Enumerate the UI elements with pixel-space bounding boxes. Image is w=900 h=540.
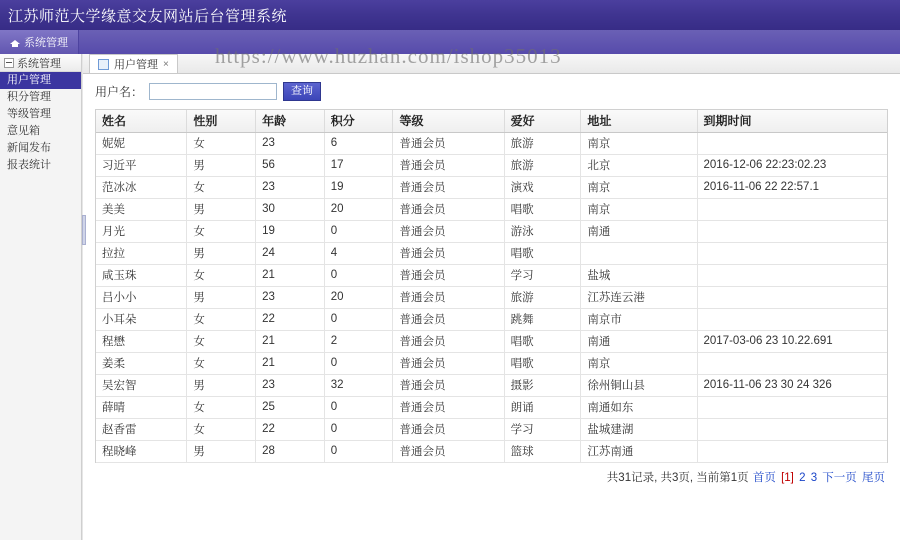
cell-hobby: 旅游 bbox=[504, 154, 581, 176]
cell-age: 22 bbox=[256, 418, 325, 440]
cell-gender: 男 bbox=[187, 440, 256, 462]
pagination-next[interactable]: 下一页 bbox=[822, 471, 857, 484]
table-row[interactable] bbox=[96, 418, 887, 440]
cell-expiry bbox=[697, 352, 887, 374]
cell-points: 17 bbox=[324, 154, 393, 176]
cell-level: 普通会员 bbox=[393, 440, 504, 462]
cell-address: 南京 bbox=[581, 176, 697, 198]
cell-level: 普通会员 bbox=[393, 132, 504, 154]
cell-age: 23 bbox=[256, 132, 325, 154]
cell-points: 4 bbox=[324, 242, 393, 264]
cell-age: 23 bbox=[256, 374, 325, 396]
sidebar bbox=[0, 54, 82, 540]
cell-gender: 女 bbox=[187, 220, 256, 242]
left-scroll-handle[interactable] bbox=[82, 215, 86, 245]
user-table bbox=[96, 110, 887, 463]
content-pane bbox=[82, 54, 900, 540]
cell-name: 范冰冰 bbox=[96, 176, 187, 198]
cell-age: 22 bbox=[256, 308, 325, 330]
cell-address: 南通 bbox=[581, 220, 697, 242]
cell-hobby: 学习 bbox=[504, 264, 581, 286]
pagination-first[interactable]: 首页 bbox=[752, 471, 776, 484]
cell-points: 0 bbox=[324, 440, 393, 462]
cell-gender: 男 bbox=[187, 286, 256, 308]
menubar-filler bbox=[79, 30, 900, 54]
cell-name: 妮妮 bbox=[96, 132, 187, 154]
tab-user-management[interactable] bbox=[89, 54, 178, 73]
search-toolbar bbox=[83, 74, 900, 109]
cell-expiry bbox=[697, 396, 887, 418]
cell-name: 程懋 bbox=[96, 330, 187, 352]
cell-address: 南京 bbox=[581, 132, 697, 154]
cell-gender: 男 bbox=[187, 242, 256, 264]
close-icon[interactable]: × bbox=[163, 58, 169, 70]
cell-hobby: 演戏 bbox=[504, 176, 581, 198]
cell-name: 吕小小 bbox=[96, 286, 187, 308]
cell-address: 南通 bbox=[581, 330, 697, 352]
sidebar-item-user-management[interactable]: 用户管理 bbox=[0, 72, 81, 89]
cell-age: 56 bbox=[256, 154, 325, 176]
cell-hobby: 唱歌 bbox=[504, 198, 581, 220]
top-menubar bbox=[0, 30, 900, 54]
cell-points: 0 bbox=[324, 418, 393, 440]
cell-gender: 女 bbox=[187, 396, 256, 418]
cell-hobby: 朗诵 bbox=[504, 396, 581, 418]
cell-gender: 男 bbox=[187, 154, 256, 176]
cell-gender: 女 bbox=[187, 308, 256, 330]
cell-hobby: 篮球 bbox=[504, 440, 581, 462]
cell-name: 月光 bbox=[96, 220, 187, 242]
cell-expiry bbox=[697, 264, 887, 286]
tab-strip bbox=[83, 54, 900, 74]
sidebar-item-news-publish[interactable]: 新闻发布 bbox=[7, 142, 51, 154]
user-table-wrapper bbox=[95, 109, 888, 463]
cell-expiry: 2016-12-06 22:23:02.23 bbox=[697, 154, 887, 176]
cell-gender: 女 bbox=[187, 330, 256, 352]
cell-level: 普通会员 bbox=[393, 198, 504, 220]
app-title: 江苏师范大学缘意交友网站后台管理系统 bbox=[8, 7, 288, 25]
sidebar-item-report-statistics[interactable]: 报表统计 bbox=[7, 159, 51, 171]
col-gender[interactable]: 性别 bbox=[187, 110, 256, 132]
cell-level: 普通会员 bbox=[393, 308, 504, 330]
cell-age: 23 bbox=[256, 176, 325, 198]
cell-name: 拉拉 bbox=[96, 242, 187, 264]
cell-points: 0 bbox=[324, 396, 393, 418]
cell-hobby: 唱歌 bbox=[504, 242, 581, 264]
cell-hobby: 学习 bbox=[504, 418, 581, 440]
watermark-text: https://www.huzhan.com/ishop35013 bbox=[215, 44, 562, 68]
cell-points: 19 bbox=[324, 176, 393, 198]
table-row[interactable] bbox=[96, 396, 887, 418]
tab-page-icon bbox=[98, 59, 109, 70]
cell-level: 普通会员 bbox=[393, 286, 504, 308]
cell-address: 北京 bbox=[581, 154, 697, 176]
menu-item-system-management[interactable] bbox=[0, 30, 79, 54]
table-body bbox=[96, 132, 887, 462]
cell-level: 普通会员 bbox=[393, 242, 504, 264]
cell-age: 21 bbox=[256, 352, 325, 374]
cell-points: 32 bbox=[324, 374, 393, 396]
cell-level: 普通会员 bbox=[393, 418, 504, 440]
cell-address: 盐城 bbox=[581, 264, 697, 286]
cell-name: 姜柔 bbox=[96, 352, 187, 374]
app-banner bbox=[0, 0, 900, 30]
cell-points: 20 bbox=[324, 286, 393, 308]
cell-level: 普通会员 bbox=[393, 220, 504, 242]
cell-hobby: 游泳 bbox=[504, 220, 581, 242]
table-row[interactable] bbox=[96, 242, 887, 264]
cell-address: 南京 bbox=[581, 198, 697, 220]
table-row[interactable] bbox=[96, 286, 887, 308]
col-level[interactable]: 等级 bbox=[393, 110, 504, 132]
cell-level: 普通会员 bbox=[393, 330, 504, 352]
table-row[interactable] bbox=[96, 440, 887, 462]
cell-points: 0 bbox=[324, 352, 393, 374]
sidebar-item-points-management[interactable]: 积分管理 bbox=[7, 91, 51, 103]
cell-level: 普通会员 bbox=[393, 154, 504, 176]
table-row[interactable] bbox=[96, 132, 887, 154]
cell-hobby: 跳舞 bbox=[504, 308, 581, 330]
cell-age: 19 bbox=[256, 220, 325, 242]
cell-name: 咸玉珠 bbox=[96, 264, 187, 286]
username-label: 用户名： bbox=[95, 85, 144, 99]
cell-name: 薛晴 bbox=[96, 396, 187, 418]
cell-hobby: 旅游 bbox=[504, 132, 581, 154]
cell-gender: 女 bbox=[187, 264, 256, 286]
cell-age: 23 bbox=[256, 286, 325, 308]
cell-level: 普通会员 bbox=[393, 396, 504, 418]
cell-age: 30 bbox=[256, 198, 325, 220]
menu-item-label: 系统管理 bbox=[24, 37, 68, 49]
cell-points: 0 bbox=[324, 308, 393, 330]
cell-name: 吴宏智 bbox=[96, 374, 187, 396]
col-name[interactable]: 姓名 bbox=[96, 110, 187, 132]
tab-label: 用户管理 bbox=[114, 59, 158, 71]
cell-level: 普通会员 bbox=[393, 264, 504, 286]
pagination-page-2[interactable]: 2 bbox=[799, 471, 806, 484]
cell-gender: 女 bbox=[187, 176, 256, 198]
home-icon bbox=[10, 37, 20, 47]
cell-points: 0 bbox=[324, 220, 393, 242]
cell-points: 6 bbox=[324, 132, 393, 154]
cell-hobby: 旅游 bbox=[504, 286, 581, 308]
table-row[interactable] bbox=[96, 330, 887, 352]
cell-level: 普通会员 bbox=[393, 176, 504, 198]
cell-expiry bbox=[697, 132, 887, 154]
cell-name: 小耳朵 bbox=[96, 308, 187, 330]
username-input[interactable] bbox=[149, 83, 277, 100]
sidebar-group-label: 系统管理 bbox=[17, 57, 61, 70]
col-age[interactable]: 年龄 bbox=[256, 110, 325, 132]
cell-expiry bbox=[697, 198, 887, 220]
cell-gender: 男 bbox=[187, 374, 256, 396]
cell-address: 江苏南通 bbox=[581, 440, 697, 462]
cell-address: 徐州铜山县 bbox=[581, 374, 697, 396]
cell-gender: 女 bbox=[187, 132, 256, 154]
cell-address: 南通如东 bbox=[581, 396, 697, 418]
cell-gender: 女 bbox=[187, 352, 256, 374]
cell-points: 2 bbox=[324, 330, 393, 352]
collapse-minus-icon[interactable] bbox=[4, 58, 14, 68]
cell-age: 21 bbox=[256, 330, 325, 352]
col-address[interactable]: 地址 bbox=[581, 110, 697, 132]
cell-level: 普通会员 bbox=[393, 352, 504, 374]
cell-address: 南京市 bbox=[581, 308, 697, 330]
cell-address: 江苏连云港 bbox=[581, 286, 697, 308]
cell-expiry: 2016-11-06 23 30 24 326 bbox=[697, 374, 887, 396]
cell-hobby: 摄影 bbox=[504, 374, 581, 396]
cell-expiry bbox=[697, 308, 887, 330]
cell-expiry bbox=[697, 418, 887, 440]
cell-expiry bbox=[697, 242, 887, 264]
pagination-summary: 共31记录, 共3页, 当前第1页 bbox=[606, 471, 749, 484]
cell-hobby: 唱歌 bbox=[504, 352, 581, 374]
table-row[interactable] bbox=[96, 220, 887, 242]
cell-expiry bbox=[697, 220, 887, 242]
sidebar-item-level-management[interactable]: 等级管理 bbox=[7, 108, 51, 120]
table-header-row bbox=[96, 110, 887, 132]
table-row[interactable] bbox=[96, 176, 887, 198]
cell-expiry: 2016-11-06 22 22:57.1 bbox=[697, 176, 887, 198]
cell-address: 盐城建湖 bbox=[581, 418, 697, 440]
col-points[interactable]: 积分 bbox=[324, 110, 393, 132]
cell-age: 24 bbox=[256, 242, 325, 264]
cell-name: 美美 bbox=[96, 198, 187, 220]
table-row[interactable] bbox=[96, 264, 887, 286]
cell-name: 习近平 bbox=[96, 154, 187, 176]
query-button[interactable]: 查询 bbox=[283, 82, 321, 101]
cell-hobby: 唱歌 bbox=[504, 330, 581, 352]
pagination-page-3[interactable]: 3 bbox=[810, 471, 818, 484]
cell-points: 0 bbox=[324, 264, 393, 286]
cell-expiry bbox=[697, 286, 887, 308]
col-hobby[interactable]: 爱好 bbox=[504, 110, 581, 132]
pagination-page-1[interactable]: [1] bbox=[781, 471, 794, 484]
cell-name: 程晓峰 bbox=[96, 440, 187, 462]
table-row[interactable] bbox=[96, 352, 887, 374]
cell-age: 25 bbox=[256, 396, 325, 418]
cell-expiry bbox=[697, 440, 887, 462]
table-row[interactable] bbox=[96, 198, 887, 220]
cell-points: 20 bbox=[324, 198, 393, 220]
cell-gender: 男 bbox=[187, 198, 256, 220]
cell-address: 南京 bbox=[581, 352, 697, 374]
table-row[interactable] bbox=[96, 308, 887, 330]
pagination-last[interactable]: 尾页 bbox=[862, 471, 885, 484]
pagination-bar bbox=[83, 463, 900, 485]
table-row[interactable] bbox=[96, 154, 887, 176]
col-expiry[interactable]: 到期时间 bbox=[697, 110, 887, 132]
cell-expiry: 2017-03-06 23 10.22.691 bbox=[697, 330, 887, 352]
cell-gender: 女 bbox=[187, 418, 256, 440]
body-area bbox=[0, 54, 900, 540]
cell-age: 21 bbox=[256, 264, 325, 286]
cell-address bbox=[581, 242, 697, 264]
sidebar-item-feedback-box[interactable]: 意见箱 bbox=[7, 125, 40, 137]
table-row[interactable] bbox=[96, 374, 887, 396]
cell-name: 赵香雷 bbox=[96, 418, 187, 440]
sidebar-group-system-management[interactable] bbox=[0, 54, 81, 72]
cell-age: 28 bbox=[256, 440, 325, 462]
cell-level: 普通会员 bbox=[393, 374, 504, 396]
